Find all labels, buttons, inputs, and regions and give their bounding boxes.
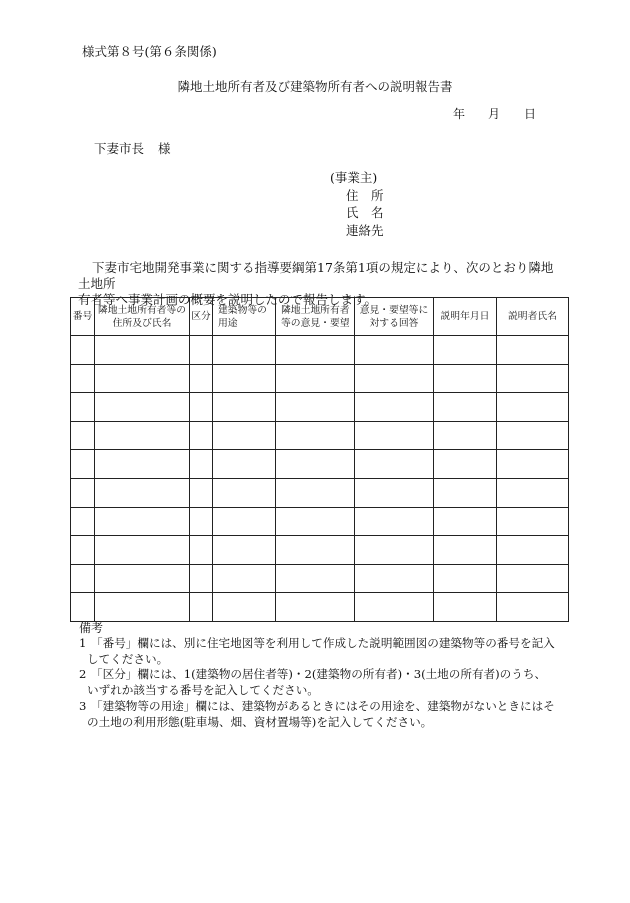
- note-item: [79, 667, 569, 698]
- header-category: 区分: [190, 298, 213, 336]
- cell-neighbor-owner: [95, 336, 190, 365]
- cell-explainer-name: [497, 421, 569, 450]
- cell-explanation-date: [434, 564, 497, 593]
- cell-opinions: [276, 336, 355, 365]
- cell-explanation-date: [434, 478, 497, 507]
- addressee: [94, 139, 171, 157]
- applicant-name-label: 氏 名: [346, 205, 384, 220]
- cell-building-use: [213, 564, 276, 593]
- cell-category: [190, 507, 213, 536]
- date-day-label: 日: [524, 107, 537, 121]
- note-number: 1: [79, 636, 87, 650]
- addressee-mayor: 下妻市長: [94, 141, 145, 156]
- cell-neighbor-owner: [95, 364, 190, 393]
- cell-building-use: [213, 336, 276, 365]
- table-row: [71, 536, 569, 565]
- cell-neighbor-owner: [95, 564, 190, 593]
- cell-opinions: [276, 450, 355, 479]
- cell-neighbor-owner: [95, 421, 190, 450]
- cell-explainer-name: [497, 507, 569, 536]
- cell-explanation-date: [434, 393, 497, 422]
- cell-number: [71, 421, 95, 450]
- note-text-line-2: の土地の利用形態(駐車場、畑、資材置場等)を記入してください。: [87, 714, 433, 729]
- note-item: [79, 699, 569, 730]
- cell-neighbor-owner: [95, 450, 190, 479]
- cell-explainer-name: [497, 393, 569, 422]
- applicant-address-label: 住 所: [346, 187, 384, 203]
- cell-building-use: [213, 536, 276, 565]
- cell-building-use: [213, 393, 276, 422]
- date-year-label: 年: [453, 107, 466, 121]
- cell-response: [355, 536, 434, 565]
- cell-explainer-name: [497, 536, 569, 565]
- table-row: [71, 507, 569, 536]
- applicant-block: [330, 169, 384, 239]
- cell-neighbor-owner: [95, 393, 190, 422]
- cell-response: [355, 478, 434, 507]
- cell-neighbor-owner: [95, 593, 190, 622]
- table-header-row: [71, 298, 569, 336]
- document-title: 隣地土地所有者及び建築物所有者への説明報告書: [177, 79, 453, 94]
- header-building-use: 建築物等の用途: [213, 298, 276, 336]
- cell-category: [190, 336, 213, 365]
- note-text-line-1: 「区分」欄には、1(建築物の居住者等)・2(建築物の所有者)・3(土地の所有者)のうち、: [91, 667, 547, 682]
- form-number: 様式第８号(第６条関係): [82, 44, 217, 59]
- cell-neighbor-owner: [95, 507, 190, 536]
- cell-building-use: [213, 593, 276, 622]
- report-table: [70, 297, 569, 622]
- cell-number: [71, 564, 95, 593]
- cell-explainer-name: [497, 450, 569, 479]
- cell-response: [355, 393, 434, 422]
- cell-number: [71, 478, 95, 507]
- cell-number: [71, 336, 95, 365]
- cell-opinions: [276, 593, 355, 622]
- notes-heading: 備考: [79, 621, 104, 635]
- table-row: [71, 364, 569, 393]
- intro-line-2: 有者等へ事業計画の概要を説明したので報告します。: [78, 292, 378, 307]
- cell-explanation-date: [434, 421, 497, 450]
- table-row: [71, 564, 569, 593]
- cell-response: [355, 336, 434, 365]
- table-row: [71, 336, 569, 365]
- cell-explainer-name: [497, 564, 569, 593]
- table-row: [71, 393, 569, 422]
- header-neighbor-owner: 隣地土地所有者等の住所及び氏名: [95, 298, 190, 336]
- cell-response: [355, 564, 434, 593]
- cell-building-use: [213, 364, 276, 393]
- cell-number: [71, 536, 95, 565]
- note-text-line-2: してください。: [87, 651, 169, 666]
- note-text-line-1: 「建築物等の用途」欄には、建築物があるときにはその用途を、建築物がないときにはそ: [91, 698, 555, 713]
- cell-number: [71, 450, 95, 479]
- cell-explanation-date: [434, 536, 497, 565]
- header-explanation-date: 説明年月日: [434, 298, 497, 336]
- table-row: [71, 593, 569, 622]
- cell-response: [355, 450, 434, 479]
- cell-response: [355, 593, 434, 622]
- cell-opinions: [276, 564, 355, 593]
- intro-line-1: 下妻市宅地開発事業に関する指導要綱第17条第1項の規定により、次のとおり隣地土地所: [78, 260, 554, 291]
- cell-number: [71, 364, 95, 393]
- table-row: [71, 478, 569, 507]
- header-explainer-name: 説明者氏名: [497, 298, 569, 336]
- cell-opinions: [276, 421, 355, 450]
- table-row: [71, 421, 569, 450]
- cell-explanation-date: [434, 336, 497, 365]
- cell-building-use: [213, 421, 276, 450]
- table-row: [71, 450, 569, 479]
- cell-explanation-date: [434, 593, 497, 622]
- cell-category: [190, 364, 213, 393]
- note-text-line-2: いずれか該当する番号を記入してください。: [87, 683, 319, 698]
- cell-number: [71, 507, 95, 536]
- cell-opinions: [276, 393, 355, 422]
- cell-explanation-date: [434, 450, 497, 479]
- note-text-line-1: 「番号」欄には、別に住宅地図等を利用して作成した説明範囲図の建築物等の番号を記入: [91, 636, 555, 650]
- note-number: 3: [79, 698, 87, 713]
- date-month-label: 月: [488, 107, 501, 121]
- cell-opinions: [276, 478, 355, 507]
- cell-category: [190, 393, 213, 422]
- cell-explainer-name: [497, 364, 569, 393]
- cell-category: [190, 450, 213, 479]
- note-number: 2: [79, 667, 87, 682]
- cell-opinions: [276, 507, 355, 536]
- cell-explanation-date: [434, 507, 497, 536]
- cell-neighbor-owner: [95, 478, 190, 507]
- cell-opinions: [276, 364, 355, 393]
- notes-list: [79, 636, 569, 730]
- cell-building-use: [213, 450, 276, 479]
- cell-category: [190, 564, 213, 593]
- cell-category: [190, 421, 213, 450]
- cell-response: [355, 507, 434, 536]
- header-opinions: 隣地土地所有者等の意見・要望: [276, 298, 355, 336]
- cell-opinions: [276, 536, 355, 565]
- cell-explainer-name: [497, 336, 569, 365]
- cell-category: [190, 478, 213, 507]
- cell-explanation-date: [434, 364, 497, 393]
- cell-number: [71, 593, 95, 622]
- cell-explainer-name: [497, 478, 569, 507]
- header-response: 意見・要望等に対する回答: [355, 298, 434, 336]
- applicant-contact-label: 連絡先: [346, 222, 384, 238]
- table-body: [71, 336, 569, 622]
- cell-explainer-name: [497, 593, 569, 622]
- cell-building-use: [213, 478, 276, 507]
- cell-building-use: [213, 507, 276, 536]
- addressee-honorific: 様: [158, 141, 171, 156]
- applicant-heading: (事業主): [330, 170, 378, 185]
- cell-neighbor-owner: [95, 536, 190, 565]
- header-number: 番号: [71, 298, 95, 336]
- note-item: [79, 636, 569, 667]
- cell-category: [190, 536, 213, 565]
- cell-number: [71, 393, 95, 422]
- cell-response: [355, 421, 434, 450]
- cell-category: [190, 593, 213, 622]
- cell-response: [355, 364, 434, 393]
